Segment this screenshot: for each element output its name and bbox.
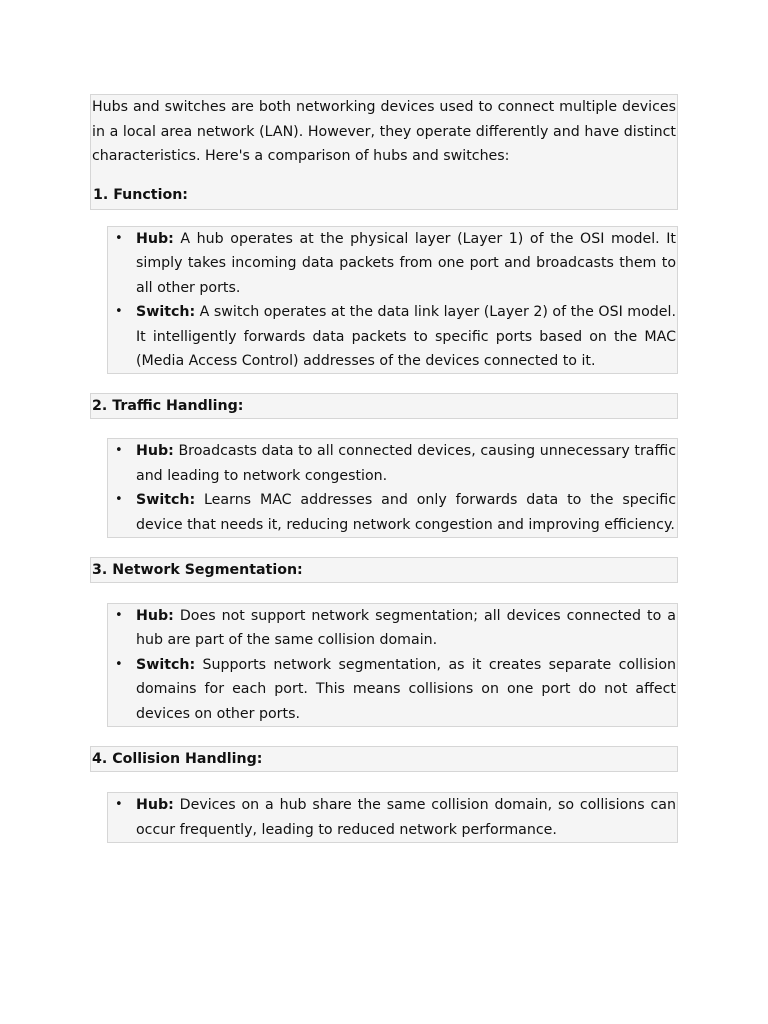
function-list — [107, 226, 678, 374]
item-text: Supports network segmentation, as it creates separate collision domains for each port. This means collisions on one port do not affect devices on other ports. — [136, 656, 676, 722]
section-heading-segmentation: 3. Network Segmentation: — [92, 562, 303, 579]
list-item — [108, 300, 677, 373]
section-heading-traffic: 2. Traffic Handling: — [92, 398, 244, 415]
item-label: Hub: — [136, 608, 174, 625]
document-page — [90, 94, 678, 843]
list-item — [108, 439, 677, 488]
item-label: Hub: — [136, 231, 174, 247]
bullet-icon: • — [115, 304, 123, 320]
section-heading-function: 1. Function: — [93, 186, 188, 203]
traffic-list — [107, 438, 678, 538]
item-text: Broadcasts data to all connected devices, causing unnecessary traffic and leading to network congestion. — [136, 443, 676, 484]
collision-list — [107, 792, 678, 843]
section-head-traffic — [90, 393, 678, 419]
bullet-icon: • — [115, 492, 123, 508]
list-item — [108, 793, 677, 842]
item-label: Hub: — [136, 797, 174, 814]
bullet-icon: • — [115, 656, 123, 672]
list-item — [108, 488, 677, 537]
item-label: Hub: — [136, 443, 174, 460]
segmentation-list — [107, 603, 678, 727]
intro-paragraph: Hubs and switches are both networking devices used to connect multiple devices in a local area network (LAN). However, they operate differently and have distinct characteristics. Here's a comparison of hubs and switches: — [92, 99, 676, 164]
bullet-icon: • — [115, 231, 123, 246]
section-head-collision — [90, 746, 678, 772]
list-item — [108, 604, 677, 653]
bullet-icon: • — [115, 797, 123, 813]
bullet-icon: • — [115, 443, 123, 459]
section-head-segmentation — [90, 557, 678, 583]
section-heading-collision: 4. Collision Handling: — [92, 751, 263, 768]
item-label: Switch: — [136, 304, 196, 321]
list-item — [108, 653, 677, 726]
list-item — [108, 227, 677, 300]
bullet-icon: • — [115, 608, 123, 624]
item-label: Switch: — [136, 656, 196, 673]
item-text: A switch operates at the data link layer (Layer 2) of the OSI model. It intelligently forwards data packets to specific ports based on the MAC (Media Access Control) addresses of the devices connected to it. — [136, 304, 676, 370]
item-text: Learns MAC addresses and only forwards data to the specific device that needs it, reducing network congestion and improving efficiency. — [136, 492, 676, 533]
item-label: Switch: — [136, 492, 196, 509]
item-text: A hub operates at the physical layer (Layer 1) of the OSI model. It simply takes incoming data packets from one port and broadcasts them to all other ports. — [136, 231, 676, 296]
intro-block — [90, 94, 678, 210]
item-text: Does not support network segmentation; all devices connected to a hub are part of the same collision domain. — [136, 608, 676, 649]
item-text: Devices on a hub share the same collision domain, so collisions can occur frequently, leading to reduced network performance. — [136, 797, 676, 838]
